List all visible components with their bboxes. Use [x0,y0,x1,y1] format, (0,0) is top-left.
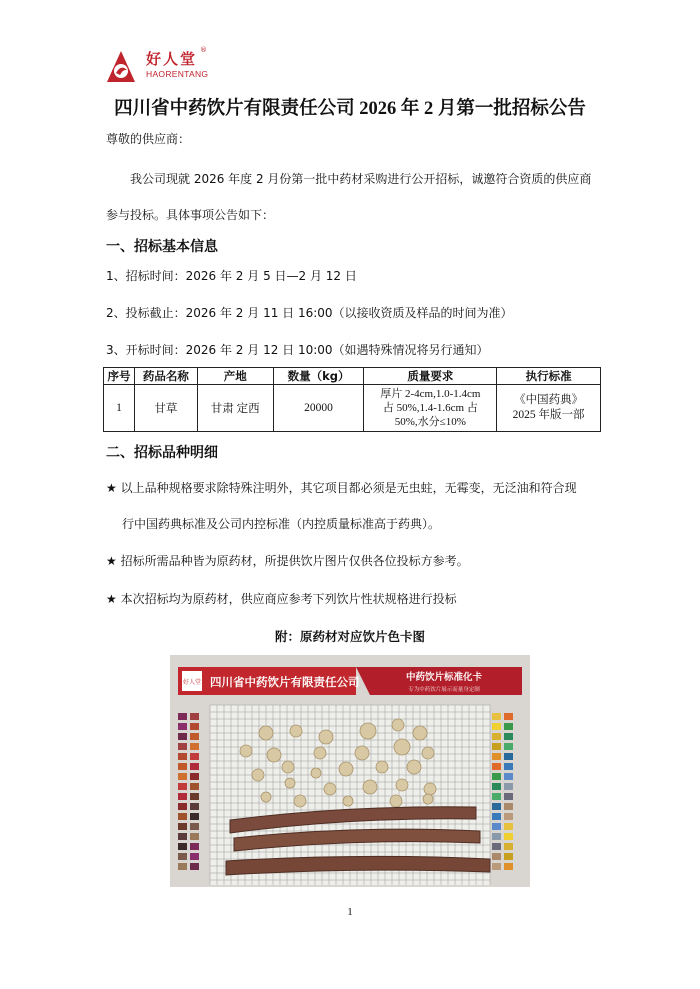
standard-line: 2025 年版一部 [512,409,585,421]
herb-color-card-photo [170,655,530,887]
cell-quantity: 20000 [273,385,364,432]
licorice-slice [324,783,336,795]
color-swatch [178,743,187,750]
haorentang-logo-icon [106,50,136,84]
licorice-slice [390,795,402,807]
color-swatch [504,753,513,760]
color-swatch [504,843,513,850]
standard-line: 《中国药典》 [514,394,584,406]
bullet-text: 招标所需品种皆为原药材，所提供饮片图片仅供各位投标方参考。 [120,554,469,568]
licorice-slice [259,726,273,740]
color-swatch [190,763,199,770]
star-icon: ★ [106,554,117,568]
licorice-slice [394,739,410,755]
color-swatch [492,833,501,840]
color-swatch [190,833,199,840]
licorice-slice [240,745,252,757]
licorice-slice [407,760,421,774]
licorice-slice [360,723,376,739]
color-swatch [178,793,187,800]
quality-line: 厚片 2-4cm,1.0-1.4cm [380,388,481,400]
card-title: 中药饮片标准化卡 [405,672,483,683]
licorice-slice [285,778,295,788]
color-swatch [492,803,501,810]
appendix-caption: 附：原药材对应饮片色卡图 [274,629,425,644]
color-swatch [504,853,513,860]
color-swatch [504,813,513,820]
cell-origin: 甘肃 定西 [197,385,273,432]
licorice-slice [267,748,281,762]
info-item: 2、投标截止：2026 年 2 月 11 日 16:00（以接收资质及样品的时间为准） [106,306,513,320]
color-swatch [178,823,187,830]
licorice-roots [226,807,490,875]
color-swatch [504,713,513,720]
licorice-slice [314,747,326,759]
color-swatch [190,743,199,750]
bullet-text: 以上品种规格要求除特殊注明外，其它项目都必须是无虫蛀，无霉变，无泛油和符合现 [120,481,577,495]
intro-line-2: 参与投标。具体事项公告如下： [106,208,275,222]
licorice-slice [376,761,388,773]
star-icon: ★ [106,592,117,606]
licorice-slice [290,725,302,737]
bid-table [103,367,601,432]
color-swatch [492,753,501,760]
bullet-item [106,480,577,496]
licorice-slice [282,761,294,773]
licorice-slice [343,796,353,806]
logo-registered-mark: ® [200,46,207,54]
color-swatch [178,733,187,740]
licorice-slice [423,794,433,804]
color-swatch [190,783,199,790]
color-swatch [190,713,199,720]
color-swatch [178,723,187,730]
color-swatch [190,853,199,860]
intro-line-1: 我公司现就 2026 年度 2 月份第一批中药材采购进行公开招标，诚邀符合资质的供应商 [130,172,592,186]
color-swatch [492,763,501,770]
licorice-slice [319,730,333,744]
licorice-slice [252,769,264,781]
section-heading-basic-info: 一、招标基本信息 [106,239,218,255]
table-header: 产地 [197,368,273,385]
table-row [104,385,601,432]
color-swatch [190,723,199,730]
color-swatch [492,783,501,790]
color-swatch [178,763,187,770]
color-swatch [492,733,501,740]
color-swatch [190,733,199,740]
card-company-name: 四川省中药饮片有限责任公司 [210,675,360,689]
color-swatch [504,723,513,730]
info-item: 3、开标时间：2026 年 2 月 12 日 10:00（如遇特殊情况将另行通知） [106,343,489,357]
bullet-continuation: 行中国药典标准及公司内控标准（内控质量标准高于药典）。 [122,517,441,531]
cell-drug-name: 甘草 [134,385,197,432]
color-swatch [190,803,199,810]
color-swatch [504,773,513,780]
licorice-slice [422,747,434,759]
color-swatch [190,793,199,800]
color-card-illustration [170,655,530,887]
color-swatch [504,803,513,810]
quality-line: 50%,水分≤10% [394,416,466,428]
color-swatch [492,773,501,780]
licorice-slice [413,726,427,740]
card-subtitle: 专为中药饮片展示而量身定制 [408,687,480,693]
color-swatch [492,823,501,830]
section-heading-details: 二、招标品种明细 [106,445,218,461]
cell-quality [364,385,497,432]
color-swatch [492,713,501,720]
color-swatch [190,843,199,850]
color-swatch [504,743,513,750]
color-swatch [178,853,187,860]
bullet-item [106,553,469,569]
table-header: 质量要求 [364,368,497,385]
table-header: 执行标准 [497,368,601,385]
table-header-row [104,368,601,385]
logo-english-name: HAORENTANG [146,69,209,79]
licorice-slice [339,762,353,776]
color-swatch [178,773,187,780]
color-swatch [504,823,513,830]
licorice-slice [363,780,377,794]
color-swatch [492,743,501,750]
color-swatch [492,863,501,870]
color-swatch [190,753,199,760]
color-swatch [504,793,513,800]
cell-no: 1 [104,385,135,432]
page-number: 1 [347,906,353,918]
color-swatch [178,783,187,790]
color-swatch [492,723,501,730]
table-header: 数量（kg） [273,368,364,385]
company-logo [106,48,226,88]
bullet-text: 本次招标均为原药材，供应商应参考下列饮片性状规格进行投标 [120,592,457,606]
color-swatch [492,813,501,820]
page-title: 四川省中药饮片有限责任公司 2026 年 2 月第一批招标公告 [114,99,586,119]
licorice-slice [294,795,306,807]
info-item: 1、招标时间：2026 年 2 月 5 日—2 月 12 日 [106,269,357,283]
licorice-slice [355,746,369,760]
bullet-item [106,591,457,607]
licorice-slice [311,768,321,778]
color-swatch [504,763,513,770]
color-swatch [492,843,501,850]
licorice-slice [396,779,408,791]
licorice-slice [424,783,436,795]
table-header: 序号 [104,368,135,385]
color-swatch [178,863,187,870]
color-swatch [178,843,187,850]
color-swatch [492,853,501,860]
color-swatch [178,753,187,760]
color-swatch [504,783,513,790]
quality-line: 占 50%,1.4-1.6cm 占 [382,402,478,414]
licorice-slice [261,792,271,802]
color-swatch [504,863,513,870]
licorice-slice [392,719,404,731]
table-header: 药品名称 [134,368,197,385]
color-swatch [178,803,187,810]
color-swatch [178,813,187,820]
color-swatch [190,863,199,870]
color-swatch [492,793,501,800]
color-swatch [178,833,187,840]
salutation: 尊敬的供应商： [106,132,191,146]
star-icon: ★ [106,481,117,495]
color-swatch [504,733,513,740]
color-swatch [190,823,199,830]
color-swatch [178,713,187,720]
logo-chinese-name: 好人堂 [146,50,198,68]
color-swatch [190,813,199,820]
card-logo-text: 好人堂 [182,679,202,686]
color-swatch [504,833,513,840]
color-swatch [190,773,199,780]
cell-standard [497,385,601,432]
